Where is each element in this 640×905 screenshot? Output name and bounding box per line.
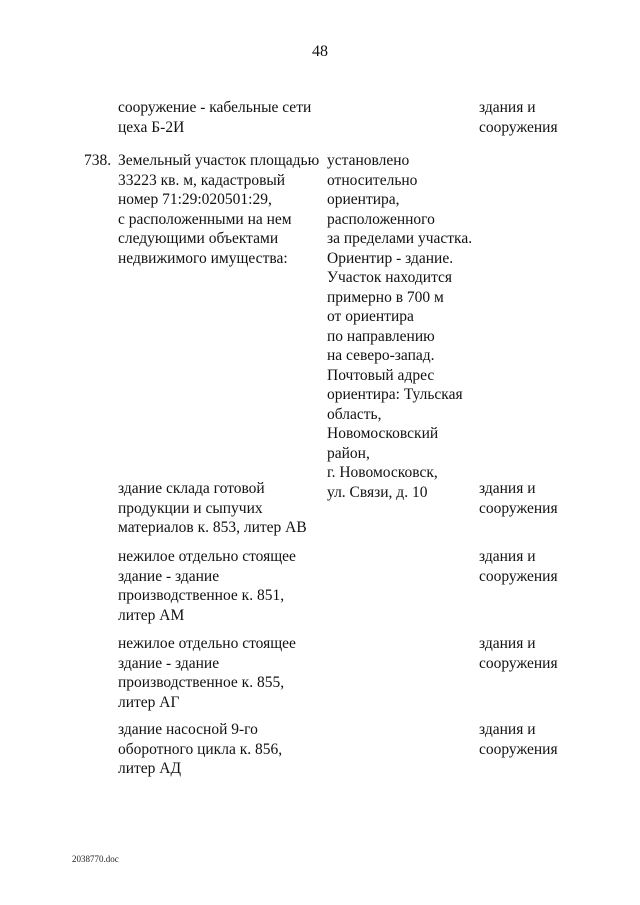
item-number <box>84 151 111 171</box>
item-category <box>479 634 558 673</box>
item-category-line: сооружения <box>479 567 558 585</box>
item-description-line: здание - здание <box>118 567 220 585</box>
item-category <box>479 479 558 518</box>
item-category-line: здания и <box>479 635 536 652</box>
item-description-line: нежилое отдельно стоящее <box>118 548 296 565</box>
item-location-line: г. Новомосковск, <box>327 464 438 481</box>
item-number-line: 738. <box>84 152 112 169</box>
page-number: 48 <box>312 43 328 60</box>
item-location-line: Участок находится <box>327 269 453 286</box>
item-category-line: здания и <box>479 548 536 565</box>
item-description <box>118 98 311 137</box>
item-description-line: производственное к. 851, <box>118 587 285 604</box>
item-description-line: литер АМ <box>118 606 185 624</box>
item-description-line: производственное к. 855, <box>118 674 285 691</box>
item-category <box>479 547 558 586</box>
item-category <box>479 98 558 137</box>
footer-filename: 2038770.doc <box>72 854 119 864</box>
item-description-line: материалов к. 853, литер АВ <box>118 519 307 536</box>
item-location-line: ул. Связи, д. 10 <box>327 483 428 501</box>
item-location-line: на северо-запад. <box>327 347 435 364</box>
item-location-line: ориентира: Тульская <box>327 386 463 403</box>
item-location-line: Почтовый адрес <box>327 366 435 384</box>
item-location-line: от ориентира <box>327 308 414 325</box>
item-location-line: район, <box>327 444 370 462</box>
item-category-line: здания и <box>479 480 536 497</box>
item-description-line: оборотного цикла к. 856, <box>118 740 283 758</box>
item-category-line: здания и <box>479 721 536 738</box>
item-description-line: цеха Б-2И <box>118 118 185 136</box>
item-description <box>118 151 319 268</box>
item-category-line: сооружения <box>479 118 558 136</box>
item-location <box>327 151 472 502</box>
item-category-line: сооружения <box>479 499 558 517</box>
item-description-line: нежилое отдельно стоящее <box>118 635 296 652</box>
item-location-line: за пределами участка. <box>327 230 473 247</box>
item-location-line: примерно в 700 м <box>327 288 444 306</box>
item-location-line: ориентира, <box>327 191 400 208</box>
item-description-line: здание склада готовой <box>118 480 265 497</box>
item-category-line: сооружения <box>479 654 558 672</box>
item-description-line: здание насосной 9-го <box>118 721 258 738</box>
item-description-line: Земельный участок площадью <box>118 152 320 169</box>
item-description-line: здание - здание <box>118 654 220 672</box>
item-description-line: недвижимого имущества: <box>118 249 288 267</box>
item-category <box>479 720 558 759</box>
item-description <box>118 479 307 538</box>
item-location-line: относительно <box>327 171 418 189</box>
item-description-line: литер АГ <box>118 693 180 711</box>
item-location-line: Ориентир - здание. <box>327 249 454 267</box>
item-location-line: установлено <box>327 152 410 169</box>
item-description-line: следующими объектами <box>118 230 279 247</box>
item-description-line: сооружение - кабельные сети <box>118 99 312 116</box>
item-description <box>118 547 296 625</box>
item-category-line: сооружения <box>479 740 558 758</box>
item-description-line: продукции и сыпучих <box>118 499 263 517</box>
item-description-line: литер АД <box>118 760 182 777</box>
item-description-line: номер 71:29:020501:29, <box>118 191 272 208</box>
item-category-line: здания и <box>479 99 536 116</box>
item-location-line: по направлению <box>327 327 435 345</box>
item-description <box>118 634 296 712</box>
item-description-line: 33223 кв. м, кадастровый <box>118 171 286 189</box>
item-location-line: Новомосковский <box>327 425 439 442</box>
item-location-line: расположенного <box>327 210 435 228</box>
item-location-line: область, <box>327 405 382 423</box>
item-description <box>118 720 282 779</box>
item-description-line: с расположенными на нем <box>118 210 292 228</box>
